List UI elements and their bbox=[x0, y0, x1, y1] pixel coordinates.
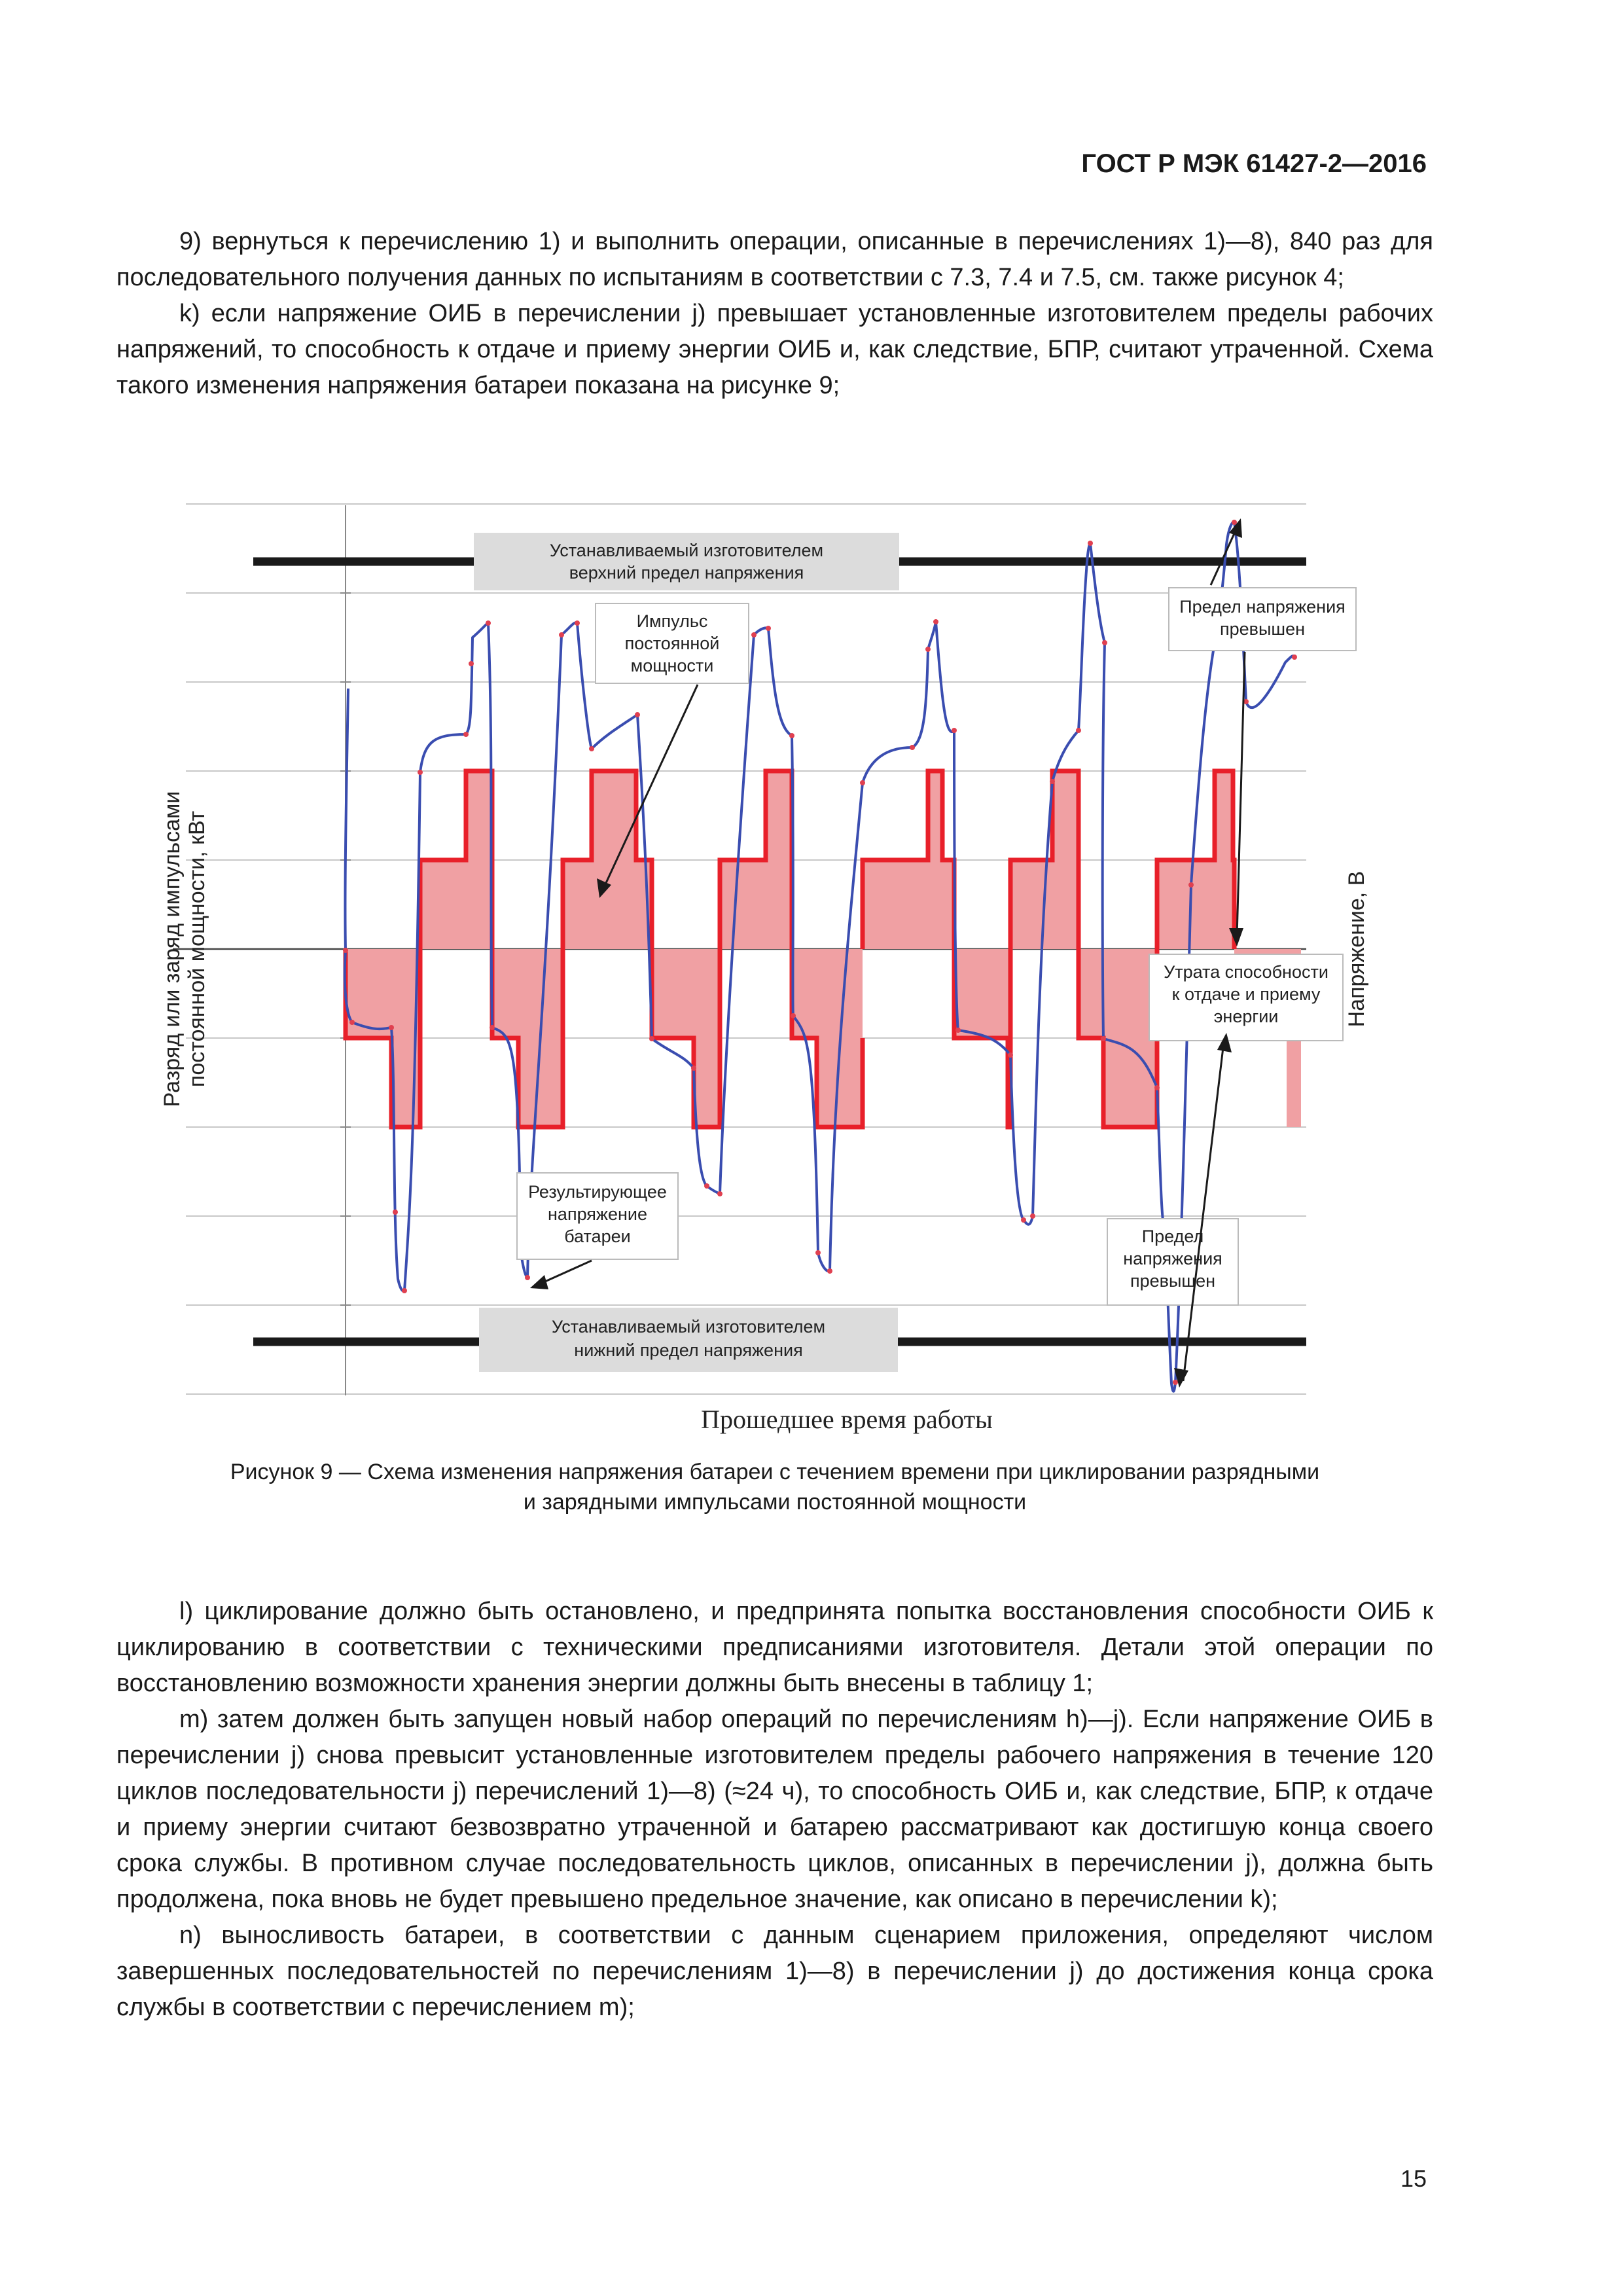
page-number: 15 bbox=[1400, 2165, 1427, 2192]
loss-of-capability-callout bbox=[1149, 954, 1343, 1041]
resulting-voltage-line3: батареи bbox=[564, 1227, 631, 1246]
document-id: ГОСТ Р МЭК 61427-2—2016 bbox=[1081, 149, 1427, 178]
limit-exceeded-top-line2: превышен bbox=[1220, 619, 1305, 639]
limit-exceeded-bottom-line3: превышен bbox=[1130, 1271, 1215, 1291]
lower-limit-label bbox=[479, 1308, 898, 1372]
loss-label-line1: Утрата способности bbox=[1164, 962, 1329, 982]
loss-label-line3: энергии bbox=[1213, 1007, 1279, 1026]
lower-limit-label-line1: Устанавливаемый изготовителем bbox=[551, 1317, 826, 1336]
figure-9 bbox=[160, 492, 1369, 1435]
y-left-axis-label-line2: постоянной мощности, кВт bbox=[185, 810, 209, 1088]
limit-exceeded-top-line1: Предел напряжения bbox=[1179, 597, 1346, 617]
pulse-label-line1: Импульс bbox=[636, 611, 708, 631]
y-left-axis-label-line1: Разряд или заряд импульсами bbox=[160, 791, 185, 1107]
paragraph-k: k) если напряжение ОИБ в перечислении j) превышает установленные изготовителем пределы рабочих напряжений, то способность к отдаче и приему энергии ОИБ и, как следствие, БПР, считают утраченной. Схема такого изменения напряжения батареи показана на рисунке 9; bbox=[116, 300, 1433, 399]
resulting-voltage-callout bbox=[517, 1173, 678, 1289]
caption-line1: Рисунок 9 — Схема изменения напряжения батареи с течением времени при циклировании разрядными bbox=[230, 1460, 1320, 1484]
resulting-voltage-line1: Результирующее bbox=[528, 1182, 667, 1202]
loss-label-line2: к отдаче и приему bbox=[1171, 984, 1321, 1004]
lower-limit-label-line2: нижний предел напряжения bbox=[574, 1340, 803, 1360]
text-block-bottom bbox=[116, 1594, 1433, 2026]
upper-limit-label-line2: верхний предел напряжения bbox=[569, 563, 804, 583]
y-right-axis-label: Напряжение, В bbox=[1344, 870, 1369, 1028]
text-block-top bbox=[116, 224, 1433, 404]
x-axis-label: Прошедшее время работы bbox=[701, 1405, 993, 1434]
limit-exceeded-bottom-line1: Предел bbox=[1141, 1227, 1204, 1246]
pulse-label-line2: постоянной bbox=[624, 634, 720, 653]
upper-limit-label-line1: Устанавливаемый изготовителем bbox=[549, 541, 824, 560]
paragraph-n: n) выносливость батареи, в соответствии с данным сценарием приложения, определяют числом завершенных последовательностей по перечислениям 1)—8) в перечислении j) до достижения конца срока службы в соответствии с перечислением m); bbox=[116, 1922, 1433, 2021]
caption-line2: и зарядными импульсами постоянной мощности bbox=[523, 1490, 1027, 1515]
figure-caption bbox=[116, 1457, 1433, 1517]
pulse-callout bbox=[596, 603, 749, 898]
paragraph-l: l) циклирование должно быть остановлено, и предпринята попытка восстановления способности ОИБ к циклированию в соответствии с техническими предписаниями изготовителя. Детали этой операции по восстановлению возможности хранения энергии должны быть внесены в таблицу 1; bbox=[116, 1598, 1433, 1697]
paragraph-m: m) затем должен быть запущен новый набор операций по перечислениям h)—j). Если напряжение ОИБ в перечислении j) снова превысит установленные изготовителем пределы рабочего напряжения в течение 120 циклов последовательности j) перечислений 1)—8) (≈24 ч), то способность ОИБ и, как следствие, БПР, к отдаче и приему энергии считают безвозвратно утраченной и батарею рассматривают как достигшую конца своего срока службы. В противном случае последовательность циклов, описанных в перечислении j), должна быть продолжена, пока вновь не будет превышено предельное значение, как описано в перечислении k); bbox=[116, 1706, 1433, 1913]
pulse-label-line3: мощности bbox=[630, 656, 714, 675]
paragraph-9: 9) вернуться к перечислению 1) и выполнить операции, описанные в перечислениях 1)—8), 840 раз для последовательного получения данных по испытаниям в соответствии с 7.3, 7.4 и 7.5, см. также рисунок 4; bbox=[116, 228, 1433, 291]
upper-limit-label bbox=[474, 533, 899, 590]
resulting-voltage-line2: напряжение bbox=[548, 1204, 647, 1224]
limit-exceeded-bottom-line2: напряжения bbox=[1123, 1249, 1222, 1268]
figure-9-diagram bbox=[160, 492, 1369, 1435]
